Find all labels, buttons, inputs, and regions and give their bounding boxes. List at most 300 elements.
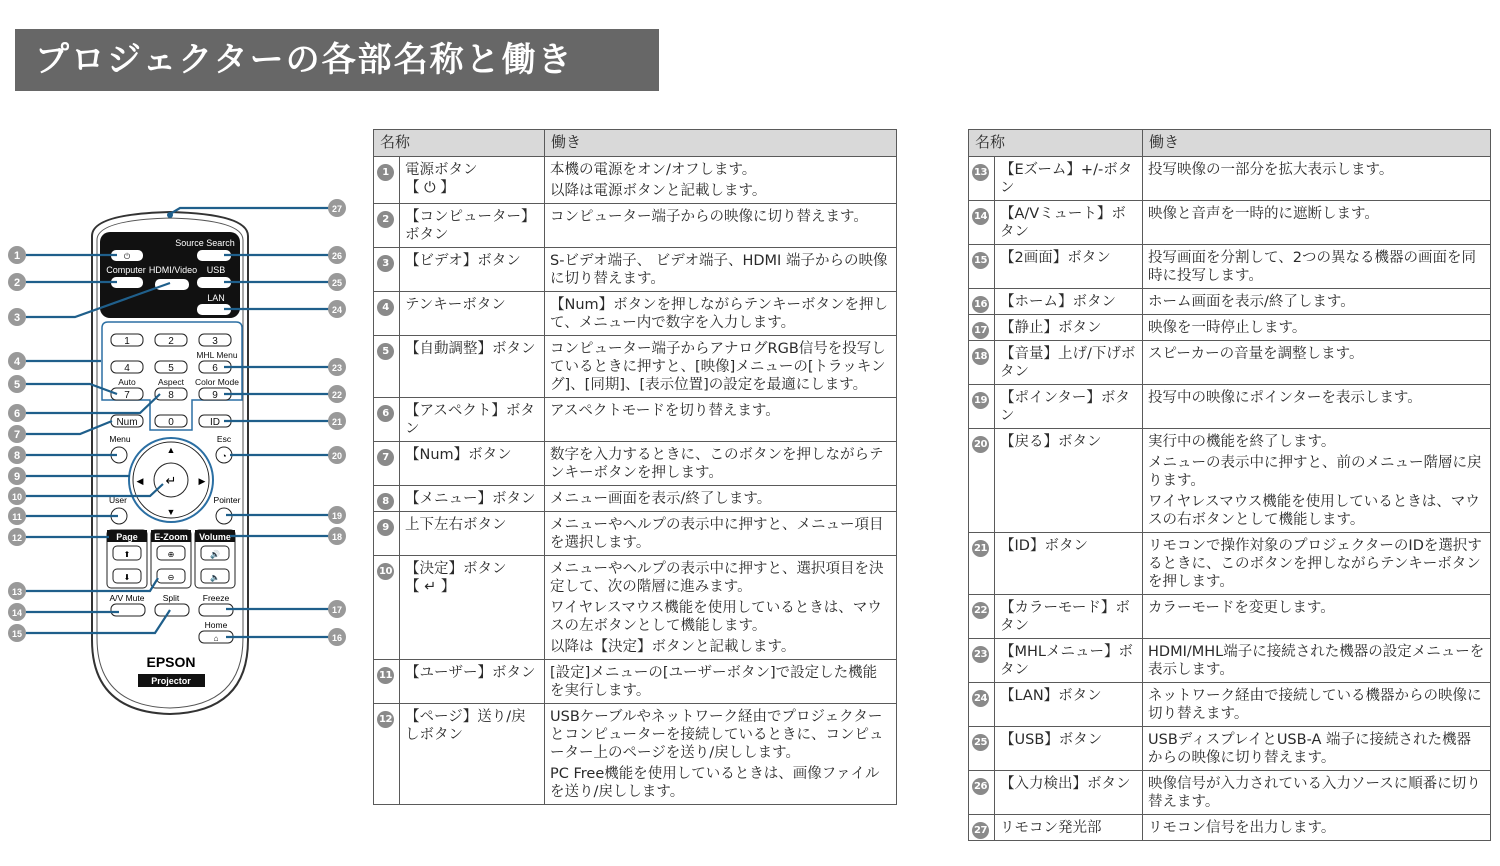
callout-12 xyxy=(8,528,26,546)
part-function xyxy=(545,512,897,556)
part-name xyxy=(995,429,1143,533)
part-name-line: 【アスペクト】ボタン xyxy=(405,403,535,437)
table-row xyxy=(374,442,897,486)
part-name xyxy=(995,341,1143,385)
number-badge-icon: 5 xyxy=(377,343,394,360)
callout-3 xyxy=(8,308,26,326)
callout-22 xyxy=(328,385,346,403)
row-number xyxy=(969,771,995,815)
callout-17 xyxy=(328,600,346,618)
part-function xyxy=(545,556,897,660)
number-badge-icon: 12 xyxy=(377,711,394,728)
svg-text:🔊: 🔊 xyxy=(210,550,220,559)
table-row xyxy=(969,245,1491,289)
svg-text:1: 1 xyxy=(124,336,130,347)
svg-text:21: 21 xyxy=(331,417,343,427)
callout-10 xyxy=(8,487,26,505)
left-arrow-icon: ◀ xyxy=(136,476,144,486)
svg-text:⊕: ⊕ xyxy=(167,550,175,559)
parts-table-left xyxy=(373,129,897,805)
row-number xyxy=(969,815,995,841)
part-name xyxy=(995,727,1143,771)
part-name xyxy=(400,556,545,660)
svg-text:0: 0 xyxy=(168,417,174,428)
part-function xyxy=(545,157,897,204)
function-text: 数字を入力するときに、このボタンを押しながらテンキーボタンを押します。 xyxy=(550,447,884,481)
part-name xyxy=(400,660,545,704)
function-text: リモコンで操作対象のプロジェクターのIDを選択するときに、このボタンを押しながらテンキーボタンを押します。 xyxy=(1148,538,1482,590)
part-name-line: 【 ↵ 】 xyxy=(405,579,456,595)
part-name-line: 【音量】上げ/下げボタン xyxy=(1000,346,1136,380)
row-number xyxy=(374,512,400,556)
svg-text:9: 9 xyxy=(13,471,21,483)
table-row xyxy=(374,556,897,660)
row-number xyxy=(374,336,400,398)
number-badge-icon: 17 xyxy=(972,322,989,339)
table-row xyxy=(969,727,1491,771)
part-function xyxy=(1143,341,1491,385)
part-function xyxy=(545,336,897,398)
table-row xyxy=(374,660,897,704)
part-function xyxy=(545,442,897,486)
row-number xyxy=(969,727,995,771)
svg-text:14: 14 xyxy=(11,608,23,618)
number-badge-icon: 26 xyxy=(972,778,989,795)
down-arrow-icon: ▼ xyxy=(166,507,176,517)
part-name-line: 【Eズーム】+/-ボタン xyxy=(1000,162,1133,196)
table-row xyxy=(969,639,1491,683)
row-number xyxy=(374,486,400,512)
part-function xyxy=(1143,157,1491,201)
part-name xyxy=(400,157,545,204)
svg-text:3: 3 xyxy=(212,336,218,347)
callout-25 xyxy=(328,273,346,291)
part-name-line: 【静止】ボタン xyxy=(1000,320,1102,336)
svg-text:8: 8 xyxy=(13,450,21,462)
part-name xyxy=(400,248,545,292)
table-row xyxy=(969,683,1491,727)
part-function xyxy=(1143,245,1491,289)
split-button xyxy=(155,604,189,616)
number-badge-icon: 27 xyxy=(972,822,989,839)
row-number xyxy=(374,204,400,248)
table-row xyxy=(969,341,1491,385)
part-function xyxy=(1143,595,1491,639)
callout-4 xyxy=(8,352,26,370)
row-number xyxy=(969,157,995,201)
svg-text:15: 15 xyxy=(11,629,23,639)
number-badge-icon: 14 xyxy=(972,208,989,225)
part-name-line: 【 ⏻ 】 xyxy=(405,180,455,196)
function-text: HDMI/MHL端子に接続された機器の設定メニューを表示します。 xyxy=(1148,644,1485,678)
svg-text:Volume: Volume xyxy=(199,532,231,542)
svg-text:Esc: Esc xyxy=(216,434,232,444)
svg-text:8: 8 xyxy=(168,390,174,401)
function-text: 投写画面を分割して、2つの異なる機器の画面を同時に投写します。 xyxy=(1148,250,1476,284)
part-function xyxy=(1143,533,1491,595)
part-function xyxy=(545,204,897,248)
function-text: 投写映像の一部分を拡大表示します。 xyxy=(1148,162,1394,178)
row-number xyxy=(969,533,995,595)
part-name xyxy=(995,639,1143,683)
function-text: USBケーブルやネットワーク経由でプロジェクターとコンピューターを接続しているときに、コンピューター上のページを送り/戻しします。 xyxy=(550,709,884,761)
svg-text:22: 22 xyxy=(331,390,343,400)
remote-illustration xyxy=(0,190,360,730)
function-text: 映像信号が入力されている入力ソースに順番に切り替えます。 xyxy=(1148,776,1481,810)
number-badge-icon: 22 xyxy=(972,602,989,619)
part-name-line: テンキーボタン xyxy=(405,297,506,313)
parts-table-right xyxy=(968,129,1491,841)
row-number xyxy=(374,704,400,805)
row-number xyxy=(969,315,995,341)
function-text: 以降は電源ボタンと記載します。 xyxy=(550,183,767,199)
page-title: プロジェクターの各部名称と働き xyxy=(15,29,659,91)
part-name-line: 電源ボタン xyxy=(405,162,478,178)
function-text: メニューやヘルプの表示中に押すと、選択項目を決定して、次の階層に進みます。 xyxy=(550,561,884,595)
callout-24 xyxy=(328,300,346,318)
table-row xyxy=(969,595,1491,639)
part-function xyxy=(1143,815,1491,841)
row-number xyxy=(969,201,995,245)
function-text: スピーカーの音量を調整します。 xyxy=(1148,346,1364,362)
table-row xyxy=(374,486,897,512)
function-text: コンピューター端子からの映像に切り替えます。 xyxy=(550,209,868,225)
part-name-line: 【ユーザー】ボタン xyxy=(405,665,536,681)
number-badge-icon: 18 xyxy=(972,348,989,365)
label-hdmi-video: HDMI/Video xyxy=(148,265,198,275)
function-text: 【Num】ボタンを押しながらテンキーボタンを押して、メニュー内で数字を入力します。 xyxy=(550,297,888,331)
svg-text:Color Mode: Color Mode xyxy=(195,377,239,387)
part-name xyxy=(995,595,1143,639)
svg-text:1: 1 xyxy=(13,250,21,262)
svg-text:7: 7 xyxy=(13,429,21,441)
number-badge-icon: 2 xyxy=(377,211,394,228)
number-badge-icon: 9 xyxy=(377,519,394,536)
function-text: ワイヤレスマウス機能を使用しているときは、マウスの左ボタンとして機能します。 xyxy=(550,600,882,634)
row-number xyxy=(374,157,400,204)
hdmi-video-button[interactable] xyxy=(155,279,189,290)
svg-text:23: 23 xyxy=(331,363,343,373)
number-badge-icon: 15 xyxy=(972,252,989,269)
function-text: メニュー画面を表示/終了します。 xyxy=(550,491,772,507)
svg-text:6: 6 xyxy=(212,363,218,374)
svg-text:20: 20 xyxy=(331,451,343,461)
part-name xyxy=(995,289,1143,315)
svg-text:24: 24 xyxy=(331,305,343,315)
table-row xyxy=(374,157,897,204)
svg-text:4: 4 xyxy=(124,363,130,374)
callout-19 xyxy=(328,506,346,524)
callout-9 xyxy=(8,467,26,485)
part-function xyxy=(545,292,897,336)
svg-text:Num: Num xyxy=(116,417,138,428)
part-name-line: 【カラーモード】ボタン xyxy=(1000,600,1130,634)
callout-15 xyxy=(8,624,26,642)
callout-20 xyxy=(328,446,346,464)
part-name-line: 【入力検出】ボタン xyxy=(1000,776,1131,792)
header-name: 名称 xyxy=(374,130,545,157)
number-badge-icon: 20 xyxy=(972,436,989,453)
power-icon: ⏻ xyxy=(123,252,131,261)
table-header xyxy=(374,130,897,157)
row-number xyxy=(969,595,995,639)
table-row xyxy=(969,201,1491,245)
svg-text:Auto: Auto xyxy=(118,377,136,387)
svg-text:3: 3 xyxy=(13,312,21,324)
svg-text:11: 11 xyxy=(12,512,22,522)
part-name xyxy=(995,315,1143,341)
svg-text:4: 4 xyxy=(13,356,21,368)
svg-text:25: 25 xyxy=(331,278,343,288)
svg-text:⬇: ⬇ xyxy=(123,573,131,582)
part-function xyxy=(545,248,897,292)
function-text: ワイヤレスマウス機能を使用しているときは、マウスの右ボタンとして機能します。 xyxy=(1148,494,1480,528)
function-text: カラーモードを変更します。 xyxy=(1148,600,1335,616)
callout-7 xyxy=(8,425,26,443)
svg-text:27: 27 xyxy=(331,204,343,214)
function-text: 投写中の映像にポインターを表示します。 xyxy=(1148,390,1422,406)
part-name-line: 【ポインター】ボタン xyxy=(1000,390,1130,424)
function-text: メニューの表示中に押すと、前のメニュー階層に戻ります。 xyxy=(1148,455,1482,489)
callout-26 xyxy=(328,246,346,264)
svg-text:19: 19 xyxy=(331,511,343,521)
svg-text:E-Zoom: E-Zoom xyxy=(154,532,188,542)
svg-text:⊖: ⊖ xyxy=(167,573,175,582)
number-badge-icon: 4 xyxy=(377,299,394,316)
home-icon: ⌂ xyxy=(213,634,219,643)
number-badge-icon: 11 xyxy=(377,667,394,684)
part-name xyxy=(995,385,1143,429)
row-number xyxy=(969,639,995,683)
part-function xyxy=(1143,639,1491,683)
function-text: アスペクトモードを切り替えます。 xyxy=(550,403,780,419)
number-badge-icon: 10 xyxy=(377,563,394,580)
svg-text:12: 12 xyxy=(11,533,23,543)
part-name xyxy=(995,815,1143,841)
part-function xyxy=(1143,727,1491,771)
part-name-line: 【決定】ボタン xyxy=(405,561,507,577)
label-source-search: Source Search xyxy=(175,238,235,248)
function-text: [設定]メニューの[ユーザーボタン]で設定した機能を実行します。 xyxy=(550,665,878,699)
function-text: 本機の電源をオン/オフします。 xyxy=(550,162,757,178)
table-row xyxy=(969,157,1491,201)
part-function xyxy=(1143,683,1491,727)
part-name-line: 【2画面】ボタン xyxy=(1000,250,1111,266)
svg-text:17: 17 xyxy=(331,605,343,615)
part-name-line: 【A/Vミュート】ボタン xyxy=(1000,206,1126,240)
svg-text:18: 18 xyxy=(331,532,343,542)
number-badge-icon: 7 xyxy=(377,449,394,466)
callout-16 xyxy=(328,628,346,646)
part-name xyxy=(400,398,545,442)
function-text: S-ビデオ端子、 ビデオ端子、HDMI 端子からの映像に切り替えます。 xyxy=(550,253,888,287)
function-text: 実行中の機能を終了します。 xyxy=(1148,434,1336,450)
right-arrow-icon: ▶ xyxy=(198,476,206,486)
number-badge-icon: 25 xyxy=(972,734,989,751)
svg-text:◔: ◔ xyxy=(221,451,227,461)
table-row xyxy=(969,315,1491,341)
table-header xyxy=(969,130,1491,157)
function-text: PC Free機能を使用しているときは、画像ファイルを送り/戻しします。 xyxy=(550,766,880,800)
table-row xyxy=(969,771,1491,815)
header-function: 働き xyxy=(1143,130,1491,157)
svg-text:A/V Mute: A/V Mute xyxy=(109,593,145,603)
part-name xyxy=(995,683,1143,727)
part-name-line: 【Num】ボタン xyxy=(405,447,512,463)
part-name xyxy=(400,512,545,556)
row-number xyxy=(374,556,400,660)
av-mute-button xyxy=(111,604,145,616)
part-name xyxy=(400,336,545,398)
svg-text:Menu: Menu xyxy=(109,434,131,444)
table-row xyxy=(969,815,1491,841)
svg-text:Pointer: Pointer xyxy=(213,495,241,505)
svg-text:5: 5 xyxy=(168,363,174,374)
row-number xyxy=(969,341,995,385)
part-function xyxy=(545,660,897,704)
svg-text:26: 26 xyxy=(331,251,343,261)
function-text: メニューやヘルプの表示中に押すと、メニュー項目を選択します。 xyxy=(550,517,884,551)
part-function xyxy=(1143,429,1491,533)
callout-23 xyxy=(328,358,346,376)
callout-21 xyxy=(328,412,346,430)
function-text: コンピューター端子からアナログRGB信号を投写しているときに押すと、[映像]メニューの[トラッキング]、[同期]、[表示位置]の設定を最適にします。 xyxy=(550,341,886,393)
table-row xyxy=(374,512,897,556)
callout-2 xyxy=(8,273,26,291)
part-name xyxy=(995,245,1143,289)
table-row xyxy=(374,704,897,805)
callout-18 xyxy=(328,527,346,545)
svg-text:Split: Split xyxy=(162,593,180,603)
number-badge-icon: 24 xyxy=(972,690,989,707)
part-name xyxy=(400,704,545,805)
svg-text:5: 5 xyxy=(13,379,21,391)
part-function xyxy=(1143,289,1491,315)
part-name xyxy=(995,771,1143,815)
table-row xyxy=(969,385,1491,429)
callout-27 xyxy=(328,199,346,217)
remote-diagram xyxy=(0,190,360,730)
svg-text:2: 2 xyxy=(168,336,174,347)
function-text: USBディスプレイとUSB-A 端子に接続された機器からの映像に切り替えます。 xyxy=(1148,732,1472,766)
label-computer: Computer xyxy=(106,265,146,275)
header-function: 働き xyxy=(545,130,897,157)
number-badge-icon: 8 xyxy=(377,493,394,510)
row-number xyxy=(374,442,400,486)
svg-text:7: 7 xyxy=(124,390,130,401)
table-row xyxy=(374,292,897,336)
part-name xyxy=(400,292,545,336)
svg-text:Home: Home xyxy=(204,620,228,630)
enter-icon: ↵ xyxy=(165,473,177,488)
part-function xyxy=(1143,771,1491,815)
part-name-line: 上下左右ボタン xyxy=(405,517,507,533)
part-name-line: 【メニュー】ボタン xyxy=(405,491,536,507)
function-text: 映像と音声を一時的に遮断します。 xyxy=(1148,206,1379,222)
part-name-line: 【コンピューター】ボタン xyxy=(405,209,536,243)
row-number xyxy=(374,292,400,336)
svg-text:Freeze: Freeze xyxy=(202,593,230,603)
part-function xyxy=(1143,385,1491,429)
callout-6 xyxy=(8,404,26,422)
number-badge-icon: 21 xyxy=(972,540,989,557)
part-name-line: 【USB】ボタン xyxy=(1000,732,1103,748)
label-lan: LAN xyxy=(207,293,225,303)
callout-14 xyxy=(8,603,26,621)
table-row xyxy=(374,336,897,398)
row-number xyxy=(969,385,995,429)
part-name-line: 【自動調整】ボタン xyxy=(405,341,536,357)
table-row xyxy=(374,248,897,292)
part-name-line: 【戻る】ボタン xyxy=(1000,434,1102,450)
function-text: ホーム画面を表示/終了します。 xyxy=(1148,294,1355,310)
part-name-line: リモコン発光部 xyxy=(1000,820,1102,836)
row-number xyxy=(969,429,995,533)
number-badge-icon: 3 xyxy=(377,255,394,272)
function-text: リモコン信号を出力します。 xyxy=(1148,820,1336,836)
part-name xyxy=(995,201,1143,245)
table-body xyxy=(969,157,1491,841)
part-name-line: 【LAN】ボタン xyxy=(1000,688,1102,704)
row-number xyxy=(969,289,995,315)
part-name xyxy=(995,533,1143,595)
part-function xyxy=(1143,315,1491,341)
callout-13 xyxy=(8,582,26,600)
svg-text:🔈: 🔈 xyxy=(210,573,220,582)
row-number xyxy=(374,398,400,442)
row-number xyxy=(374,248,400,292)
part-name-line: 【ビデオ】ボタン xyxy=(405,253,521,269)
projector-badge: Projector xyxy=(151,676,191,686)
brand-logo: EPSON xyxy=(146,654,196,670)
number-badge-icon: 19 xyxy=(972,392,989,409)
callout-11 xyxy=(8,507,26,525)
number-badge-icon: 6 xyxy=(377,405,394,422)
number-badge-icon: 23 xyxy=(972,646,989,663)
svg-text:Aspect: Aspect xyxy=(158,377,184,387)
function-text: 映像を一時停止します。 xyxy=(1148,320,1307,336)
svg-text:16: 16 xyxy=(331,633,343,643)
number-badge-icon: 1 xyxy=(377,164,394,181)
svg-text:10: 10 xyxy=(11,492,23,502)
part-name-line: 【MHLメニュー】ボタン xyxy=(1000,644,1133,678)
row-number xyxy=(374,660,400,704)
svg-text:⬆: ⬆ xyxy=(123,550,131,559)
svg-text:Page: Page xyxy=(116,532,138,542)
part-name xyxy=(400,486,545,512)
up-arrow-icon: ▲ xyxy=(166,445,176,455)
part-name xyxy=(400,204,545,248)
part-name-line: 【ホーム】ボタン xyxy=(1000,294,1116,310)
table-row xyxy=(969,429,1491,533)
part-name-line: 【ページ】送り/戻しボタン xyxy=(405,709,526,743)
row-number xyxy=(969,683,995,727)
number-badge-icon: 13 xyxy=(972,164,989,181)
part-name xyxy=(400,442,545,486)
svg-text:User: User xyxy=(109,495,127,505)
part-function xyxy=(545,398,897,442)
row-number xyxy=(969,245,995,289)
table-row xyxy=(374,398,897,442)
table-body xyxy=(374,157,897,805)
table-row xyxy=(969,289,1491,315)
callout-5 xyxy=(8,375,26,393)
svg-text:9: 9 xyxy=(212,390,218,401)
table-row xyxy=(969,533,1491,595)
part-function xyxy=(545,704,897,805)
function-text: 以降は【決定】ボタンと記載します。 xyxy=(550,639,796,655)
svg-text:2: 2 xyxy=(13,277,21,289)
